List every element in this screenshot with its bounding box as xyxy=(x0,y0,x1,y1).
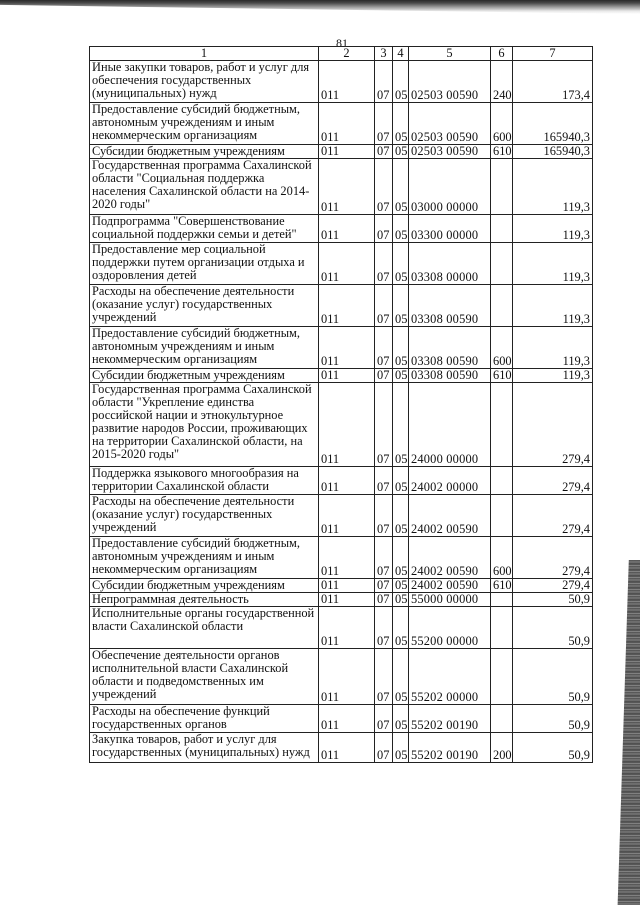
row-gr: 011 xyxy=(319,579,375,593)
row-pr: 05 xyxy=(393,327,409,369)
row-target-code: 02503 00590 xyxy=(409,103,491,145)
row-expense-type xyxy=(491,467,513,495)
row-rz: 07 xyxy=(375,383,393,467)
row-name: Субсидии бюджетным учреждениям xyxy=(90,145,319,159)
row-pr: 05 xyxy=(393,705,409,733)
row-rz: 07 xyxy=(375,467,393,495)
row-gr: 011 xyxy=(319,215,375,243)
page-number: 81 xyxy=(336,36,348,50)
row-amount: 50,9 xyxy=(513,649,593,705)
row-amount: 119,3 xyxy=(513,285,593,327)
table-row xyxy=(90,705,593,733)
row-name: Поддержка языкового многообразия на территории Сахалинской области xyxy=(90,467,319,495)
column-header: 1 xyxy=(90,47,319,61)
row-name: Субсидии бюджетным учреждениям xyxy=(90,369,319,383)
row-amount: 50,9 xyxy=(513,607,593,649)
row-gr: 011 xyxy=(319,495,375,537)
row-gr: 011 xyxy=(319,705,375,733)
column-header: 4 xyxy=(393,47,409,61)
row-pr: 05 xyxy=(393,593,409,607)
row-expense-type xyxy=(491,495,513,537)
row-expense-type: 600 xyxy=(491,537,513,579)
row-target-code: 03308 00590 xyxy=(409,285,491,327)
row-pr: 05 xyxy=(393,579,409,593)
scan-shadow-top xyxy=(0,0,640,14)
row-target-code: 02503 00590 xyxy=(409,145,491,159)
row-gr: 011 xyxy=(319,593,375,607)
row-gr: 011 xyxy=(319,327,375,369)
row-amount: 119,3 xyxy=(513,327,593,369)
row-pr: 05 xyxy=(393,649,409,705)
row-expense-type xyxy=(491,649,513,705)
row-target-code: 03300 00000 xyxy=(409,215,491,243)
row-gr: 011 xyxy=(319,61,375,103)
row-expense-type: 610 xyxy=(491,579,513,593)
row-name: Предоставление субсидий бюджетным, автономным учреждениям и иным некоммерческим организациям xyxy=(90,327,319,369)
row-gr: 011 xyxy=(319,537,375,579)
table-row xyxy=(90,215,593,243)
row-target-code: 24002 00590 xyxy=(409,537,491,579)
row-rz: 07 xyxy=(375,369,393,383)
row-name: Государственная программа Сахалинской области "Укрепление единства российской нации и этнокультурное развитие народов России, проживающих на территории Сахалинской области, на 2015-2020 годы" xyxy=(90,383,319,467)
row-rz: 07 xyxy=(375,61,393,103)
table-row xyxy=(90,733,593,763)
row-expense-type: 610 xyxy=(491,369,513,383)
row-amount: 119,3 xyxy=(513,369,593,383)
table-row xyxy=(90,369,593,383)
table-row xyxy=(90,593,593,607)
row-pr: 05 xyxy=(393,159,409,215)
row-expense-type: 240 xyxy=(491,61,513,103)
table-row xyxy=(90,467,593,495)
row-amount: 165940,3 xyxy=(513,145,593,159)
table-row xyxy=(90,607,593,649)
row-gr: 011 xyxy=(319,607,375,649)
row-amount: 279,4 xyxy=(513,495,593,537)
row-target-code: 55202 00000 xyxy=(409,649,491,705)
row-name: Предоставление мер социальной поддержки путем организации отдыха и оздоровления детей xyxy=(90,243,319,285)
row-rz: 07 xyxy=(375,159,393,215)
row-target-code: 03308 00000 xyxy=(409,243,491,285)
row-amount: 119,3 xyxy=(513,159,593,215)
row-expense-type xyxy=(491,705,513,733)
row-amount: 279,4 xyxy=(513,537,593,579)
row-target-code: 55202 00190 xyxy=(409,705,491,733)
row-amount: 50,9 xyxy=(513,705,593,733)
row-target-code: 24000 00000 xyxy=(409,383,491,467)
row-pr: 05 xyxy=(393,103,409,145)
column-header: 3 xyxy=(375,47,393,61)
row-name: Иные закупки товаров, работ и услуг для обеспечения государственных (муниципальных) нужд xyxy=(90,61,319,103)
table-header-row xyxy=(90,47,593,61)
row-gr: 011 xyxy=(319,369,375,383)
row-amount: 279,4 xyxy=(513,467,593,495)
table-row xyxy=(90,145,593,159)
row-rz: 07 xyxy=(375,733,393,763)
row-rz: 07 xyxy=(375,537,393,579)
row-gr: 011 xyxy=(319,145,375,159)
row-gr: 011 xyxy=(319,243,375,285)
table-row xyxy=(90,159,593,215)
row-rz: 07 xyxy=(375,705,393,733)
row-target-code: 24002 00590 xyxy=(409,495,491,537)
row-target-code: 03308 00590 xyxy=(409,369,491,383)
row-target-code: 55202 00190 xyxy=(409,733,491,763)
row-gr: 011 xyxy=(319,383,375,467)
row-expense-type xyxy=(491,215,513,243)
row-rz: 07 xyxy=(375,215,393,243)
row-expense-type xyxy=(491,383,513,467)
row-name: Государственная программа Сахалинской области "Социальная поддержка населения Сахалинской области на 2014-2020 годы" xyxy=(90,159,319,215)
row-pr: 05 xyxy=(393,61,409,103)
table-row xyxy=(90,61,593,103)
row-target-code: 03308 00590 xyxy=(409,327,491,369)
row-pr: 05 xyxy=(393,537,409,579)
row-expense-type: 610 xyxy=(491,145,513,159)
row-pr: 05 xyxy=(393,285,409,327)
row-gr: 011 xyxy=(319,649,375,705)
row-gr: 011 xyxy=(319,159,375,215)
row-expense-type: 600 xyxy=(491,103,513,145)
row-rz: 07 xyxy=(375,243,393,285)
table-row xyxy=(90,579,593,593)
column-header: 6 xyxy=(491,47,513,61)
row-rz: 07 xyxy=(375,327,393,369)
row-pr: 05 xyxy=(393,215,409,243)
row-expense-type xyxy=(491,285,513,327)
row-rz: 07 xyxy=(375,285,393,327)
row-name: Закупка товаров, работ и услуг для государственных (муниципальных) нужд xyxy=(90,733,319,763)
row-target-code: 24002 00590 xyxy=(409,579,491,593)
row-pr: 05 xyxy=(393,495,409,537)
row-pr: 05 xyxy=(393,383,409,467)
row-amount: 173,4 xyxy=(513,61,593,103)
row-gr: 011 xyxy=(319,467,375,495)
budget-table xyxy=(89,46,593,763)
row-amount: 50,9 xyxy=(513,733,593,763)
row-name: Подпрограмма "Совершенствование социальной поддержки семьи и детей" xyxy=(90,215,319,243)
row-pr: 05 xyxy=(393,607,409,649)
row-expense-type xyxy=(491,159,513,215)
row-pr: 05 xyxy=(393,733,409,763)
row-pr: 05 xyxy=(393,369,409,383)
table-row xyxy=(90,103,593,145)
row-name: Субсидии бюджетным учреждениям xyxy=(90,579,319,593)
row-target-code: 24002 00000 xyxy=(409,467,491,495)
row-rz: 07 xyxy=(375,649,393,705)
row-rz: 07 xyxy=(375,103,393,145)
table-row xyxy=(90,285,593,327)
row-pr: 05 xyxy=(393,467,409,495)
row-expense-type: 600 xyxy=(491,327,513,369)
row-amount: 279,4 xyxy=(513,579,593,593)
row-gr: 011 xyxy=(319,103,375,145)
table-row xyxy=(90,383,593,467)
table-row xyxy=(90,537,593,579)
row-name: Исполнительные органы государственной власти Сахалинской области xyxy=(90,607,319,649)
row-amount: 279,4 xyxy=(513,383,593,467)
row-pr: 05 xyxy=(393,145,409,159)
row-target-code: 03000 00000 xyxy=(409,159,491,215)
row-target-code: 55000 00000 xyxy=(409,593,491,607)
row-target-code: 55200 00000 xyxy=(409,607,491,649)
row-rz: 07 xyxy=(375,607,393,649)
row-name: Расходы на обеспечение деятельности (оказание услуг) государственных учреждений xyxy=(90,495,319,537)
column-header: 7 xyxy=(513,47,593,61)
row-expense-type xyxy=(491,593,513,607)
column-header: 2 xyxy=(319,47,375,61)
scan-shadow-right xyxy=(612,560,640,905)
row-name: Обеспечение деятельности органов исполнительной власти Сахалинской области и подведомственных им учреждений xyxy=(90,649,319,705)
column-header: 5 xyxy=(409,47,491,61)
row-amount: 165940,3 xyxy=(513,103,593,145)
row-amount: 119,3 xyxy=(513,215,593,243)
row-pr: 05 xyxy=(393,243,409,285)
row-expense-type: 200 xyxy=(491,733,513,763)
table-row xyxy=(90,495,593,537)
row-expense-type xyxy=(491,243,513,285)
row-name: Непрограммная деятельность xyxy=(90,593,319,607)
table-row xyxy=(90,327,593,369)
row-amount: 50,9 xyxy=(513,593,593,607)
row-rz: 07 xyxy=(375,495,393,537)
row-expense-type xyxy=(491,607,513,649)
row-name: Расходы на обеспечение функций государственных органов xyxy=(90,705,319,733)
row-amount: 119,3 xyxy=(513,243,593,285)
row-name: Расходы на обеспечение деятельности (оказание услуг) государственных учреждений xyxy=(90,285,319,327)
row-name: Предоставление субсидий бюджетным, автономным учреждениям и иным некоммерческим организациям xyxy=(90,537,319,579)
row-target-code: 02503 00590 xyxy=(409,61,491,103)
row-rz: 07 xyxy=(375,145,393,159)
table-row xyxy=(90,243,593,285)
table-row xyxy=(90,649,593,705)
row-gr: 011 xyxy=(319,285,375,327)
row-gr: 011 xyxy=(319,733,375,763)
row-name: Предоставление субсидий бюджетным, автономным учреждениям и иным некоммерческим организациям xyxy=(90,103,319,145)
row-rz: 07 xyxy=(375,593,393,607)
row-rz: 07 xyxy=(375,579,393,593)
